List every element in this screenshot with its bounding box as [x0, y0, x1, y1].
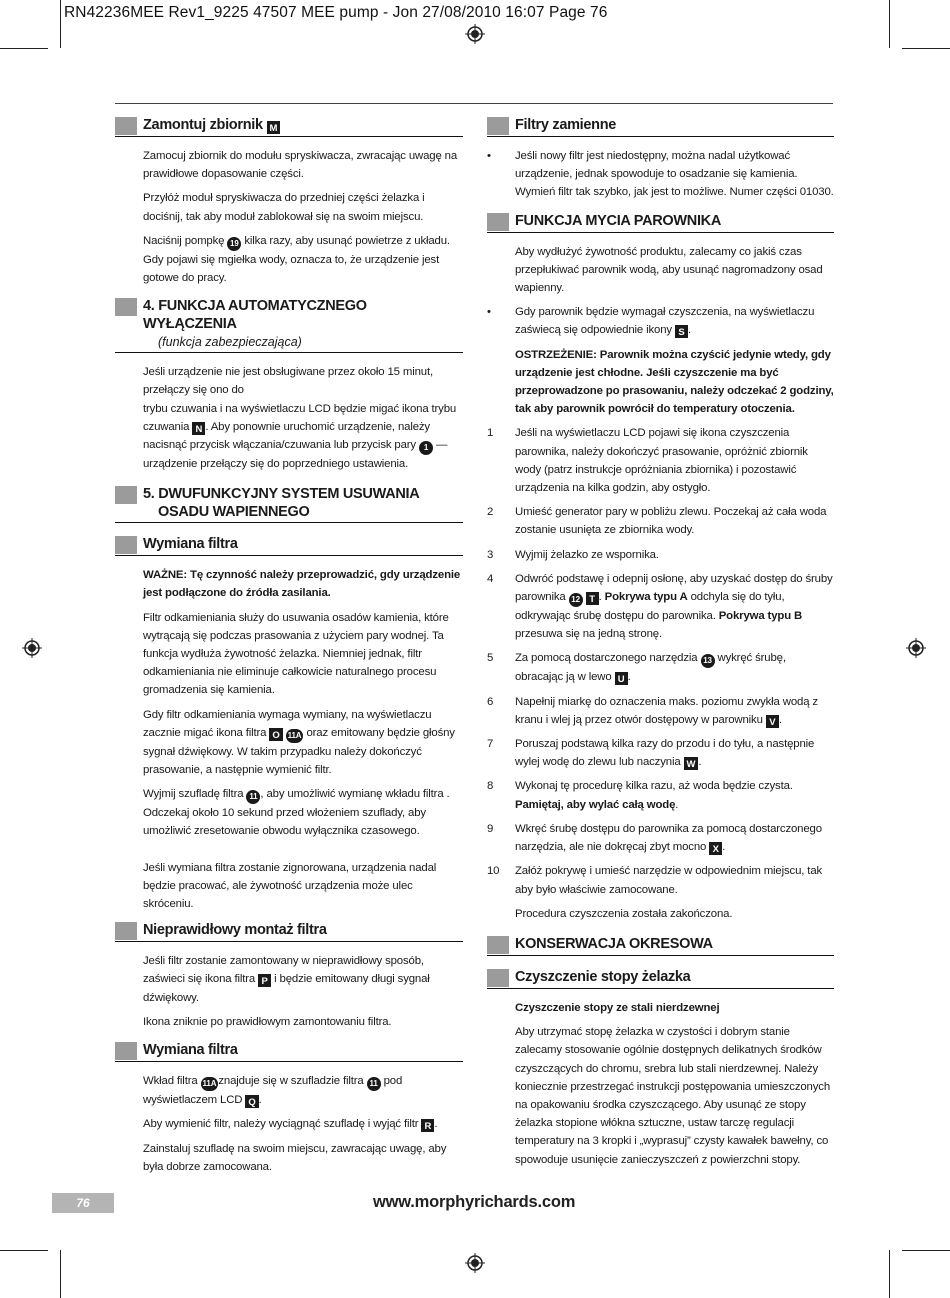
website-link[interactable]: www.morphyrichards.com — [373, 1193, 576, 1211]
figure-ref-badge: U — [615, 672, 628, 685]
heading-marker — [487, 117, 509, 135]
crop-mark — [0, 1250, 48, 1251]
section-heading: Wymiana filtra — [115, 1041, 463, 1062]
list-item: 3 Wyjmij żelazko ze wspornika. — [487, 548, 659, 561]
figure-ref-badge: N — [192, 422, 205, 435]
registration-mark-icon — [22, 638, 42, 658]
section-body: Jeśli filtr zostanie zamontowany w nieprawidłowy sposób, zaświeci się ikona filtra P i będzie emitowany długi sygnał dźwiękowy. Ikona zniknie po prawidłowym zamontowaniu filtra. — [143, 955, 430, 1028]
list-item: • Jeśli nowy filtr jest niedostępny, można nadal użytkować urządzenie, jednak spowoduje to osadzanie się kamienia. Wymień filtr tak szybko, jak jest to możliwe. Numer części 01030. — [487, 150, 834, 199]
right-column — [487, 116, 834, 1175]
list-item: 2 Umieść generator pary w pobliżu zlewu. Poczekaj aż cała woda zostanie usunięta ze zbiornika wody. — [487, 506, 827, 537]
section-heading: 5. DWUFUNKCYJNY SYSTEM USUWANIA OSADU WAPIENNEGO — [115, 485, 463, 523]
figure-ref-badge: Q — [245, 1095, 258, 1108]
list-item: 7 Poruszaj podstawą kilka razy do przodu i do tyłu, a następnie wylej wodę do zlewu lub naczynia W . — [487, 738, 815, 771]
warning-text: OSTRZEŻENIE: Parownik można czyścić jedynie wtedy, gdy urządzenie jest chłodne. Jeśli czyszczenie ma być przeprowadzone po prasowaniu, należy odczekać 2 godziny, tak aby parownik powrócił do temperatury otoczenia. — [515, 348, 834, 416]
part-number-badge: 12 — [569, 593, 583, 607]
left-column — [115, 116, 463, 1182]
page-number: 76 — [52, 1193, 114, 1213]
crop-mark — [902, 48, 950, 49]
part-number-badge: 11A — [286, 729, 304, 743]
list-item: 8 Wykonaj tę procedurę kilka razu, aż woda będzie czysta. Pamiętaj, aby wylać całą wodę. — [487, 780, 793, 811]
heading-marker — [115, 536, 137, 554]
heading-marker — [487, 969, 509, 987]
part-number-badge: 11A — [201, 1077, 219, 1091]
list-item: • Gdy parownik będzie wymagał czyszczenia, na wyświetlaczu zaświecą się odpowiednie ikony S . — [487, 306, 815, 339]
section-body: Wkład filtra 11A znajduje się w szufladzie filtra 11 pod wyświetlaczem LCD Q . Aby wymienić filtr, należy wyciągnąć szufladę i wyjąć filtr R . Zainstaluj szufladę na swoim miejscu, zawracając uwagę, aby była dobrze zamocowana. — [143, 1075, 447, 1173]
heading-marker — [115, 1042, 137, 1060]
section-body: Aby wydłużyć żywotność produktu, zalecamy co jakiś czas przepłukiwać parownik wodą, aby usunąć nagromadzony osad wapienny. — [515, 245, 823, 295]
crop-mark — [60, 1250, 61, 1298]
heading-marker — [115, 298, 137, 316]
section-body: Zamocuj zbiornik do modułu spryskiwacza, zwracając uwagę na prawidłowe dopasowanie części. Przyłóż moduł spryskiwacza do przedniej części żelazka i dociśnij, tak aby moduł zablokował się na swoim miejscu. Naciśnij pompkę 19 kilka razy, aby usunąć powietrze z układu. Gdy pojawi się mgiełka wody, oznacza to, że urządzenie jest gotowe do pracy. — [143, 150, 458, 285]
crop-mark — [889, 1250, 890, 1298]
section-heading: Czyszczenie stopy żelazka — [487, 968, 834, 989]
figure-ref-badge: T — [586, 592, 599, 605]
list-item: 6 Napełnij miarkę do oznaczenia maks. poziomu zwykła wodą z kranu i wlej ją przez otwór dostępowy w parowniku V . — [487, 695, 818, 728]
section-heading: Nieprawidłowy montaż filtra — [115, 921, 463, 942]
section-heading: Filtry zamienne — [487, 116, 834, 137]
crop-mark — [0, 48, 48, 49]
list-item: 9 Wkręć śrubę dostępu do parownika za pomocą dostarczonego narzędzia, ale nie dokręcaj zbyt mocno X . — [487, 822, 822, 856]
heading-marker — [487, 936, 509, 954]
figure-ref-badge: W — [684, 757, 699, 770]
section-body: Czyszczenie stopy ze stali nierdzewnej Aby utrzymać stopę żelazka w czystości i dobrym stanie zalecamy stosowanie ogólnie dostępnych delikatnych środków czyszczących do chromu, srebra lub stali nierdzewnej. Należy koniecznie przestrzegać instrukcji postępowania umieszczonych na opakowaniu środka czyszczącego. Aby usunąć ze stopy żelazka stopione włókna sztuczne, ustaw tarczę regulacji temperatury na 3 kropki i „wyprasuj” czysty kawałek bawełny, co spowoduje usunięcie zanieczyszczeń z powierzchni stopy. — [515, 1001, 831, 1166]
part-number-badge: 11 — [246, 790, 260, 804]
figure-ref-badge: P — [258, 974, 271, 987]
section-body: WAŻNE: Tę czynność należy przeprowadzić, gdy urządzenie jest podłączone do źródła zasilania. Filtr odkamieniania służy do usuwania osadów kamienia, które wytrącają się podczas prasowania z użyciem pary wodnej. Ta funkcja wydłuża żywotność żelazka. Niemniej jednak, filtr odkamieniania nie eliminuje całkowicie naturalnego procesu gromadzenia się kamienia. Gdy filtr odkamieniania wymaga wymiany, na wyświetlaczu zacznie migać ikona filtra O 11A oraz emitowany będzie głośny sygnał dźwiękowy. W takim przypadku należy dokończyć prasowanie, a następnie wymienić filtr. Wyjmij szufladę filtra 11 , aby umożliwić wymianę wkładu filtra . Odczekaj około 10 sekund przed włożeniem szuflady, aby umożliwić zresetowanie obwodu wyłącznika czasowego. Jeśli wymiana filtra zostanie zignorowana, urządzenia nadal będzie pracować, ale żywotność urządzenia może ulec skróceniu. — [143, 569, 461, 911]
list-item: 10 Załóż pokrywę i umieść narzędzie w odpowiednim miejscu, tak aby było właściwie zamocowane. — [487, 865, 823, 896]
section-heading: KONSERWACJA OKRESOWA — [487, 935, 834, 956]
figure-ref-badge: X — [709, 842, 722, 855]
heading-marker — [115, 117, 137, 135]
part-number-badge: 11 — [367, 1077, 381, 1091]
heading-marker — [115, 922, 137, 940]
figure-ref-badge: V — [766, 715, 779, 728]
list-item: 4 Odwróć podstawę i odepnij osłonę, aby uzyskać dostęp do śruby parownika 12 T . Pokrywa typu A odchyla się do tyłu, odkrywając śrubę dostępu do parownika. Pokrywa typu B przesuwa się na jedną stronę. — [487, 572, 833, 641]
part-number-badge: 1 — [419, 441, 433, 455]
part-number-badge: 13 — [701, 654, 715, 668]
part-number-badge: 19 — [227, 237, 241, 251]
figure-ref-badge: M — [267, 121, 281, 134]
figure-ref-badge: R — [421, 1119, 434, 1132]
figure-ref-badge: S — [675, 325, 688, 338]
section-heading: Zamontuj zbiornik M — [115, 116, 463, 137]
section-body: Jeśli urządzenie nie jest obsługiwane przez około 15 minut, przełączy się ono do trybu czuwania i na wyświetlaczu LCD będzie migać ikona trybu czuwania N . Aby ponownie uruchomić urządzenie, należy nacisnąć przycisk włączania/czuwania lub przycisk pary 1 — urządzenie przełączy się do poprzedniego ustawienia. — [143, 366, 457, 471]
heading-marker — [115, 486, 137, 504]
section-body: Procedura czyszczenia została zakończona. — [515, 907, 733, 920]
figure-ref-badge: O — [269, 728, 282, 741]
section-heading: FUNKCJA MYCIA PAROWNIKA — [487, 212, 834, 233]
crop-mark — [60, 0, 61, 48]
registration-mark-icon — [465, 24, 485, 44]
section-heading: 4. FUNKCJA AUTOMATYCZNEGO WYŁĄCZENIA (funkcja zabezpieczająca) — [115, 297, 463, 353]
list-item: 1 Jeśli na wyświetlaczu LCD pojawi się ikona czyszczenia parownika, należy dokończyć prasowanie, opróżnić zbiornik wody (patrz instrukcje opróżniania zbiornika) i pozostawić urządzenia na kilka godzin, aby ostygło. — [487, 427, 808, 495]
print-slug: RN42236MEE Rev1_9225 47507 MEE pump - Jon 27/08/2010 16:07 Page 76 — [64, 4, 608, 21]
registration-mark-icon — [906, 638, 926, 658]
list-item: 5 Za pomocą dostarczonego narzędzia 13 wykręć śrubę, obracając ją w lewo U . — [487, 652, 786, 686]
crop-mark — [889, 0, 890, 48]
registration-mark-icon — [465, 1253, 485, 1273]
heading-marker — [487, 213, 509, 231]
crop-mark — [902, 1250, 950, 1251]
top-rule — [115, 103, 833, 104]
section-heading: Wymiana filtra — [115, 535, 463, 556]
